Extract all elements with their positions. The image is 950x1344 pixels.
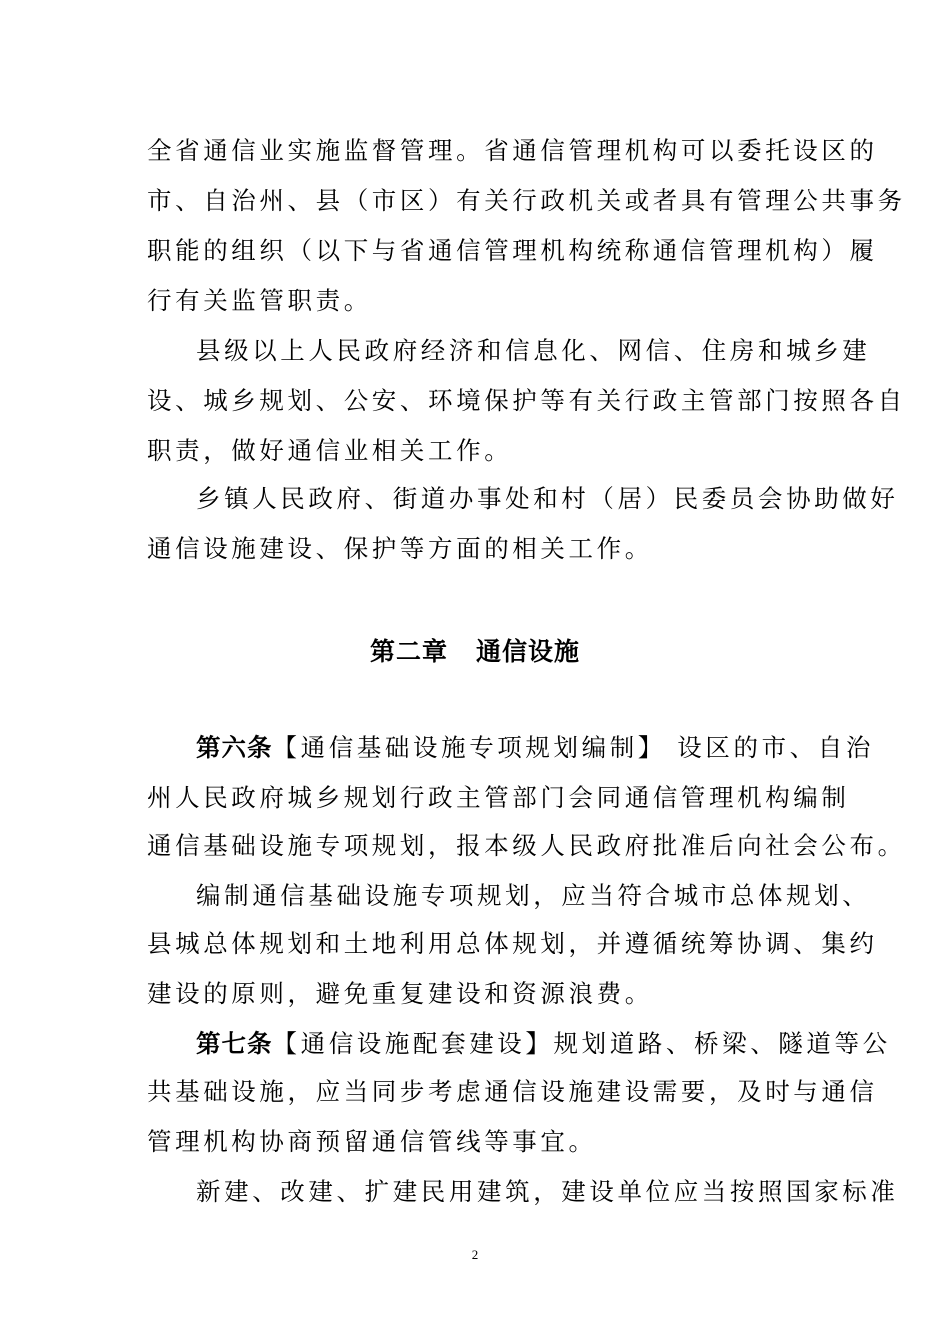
article-6-first-line: [196, 732, 874, 764]
article-7-heading-text: 【通信设施配套建设】规划道路、桥梁、隧道等公: [272, 1029, 891, 1058]
body-line: 设、城乡规划、公安、环境保护等有关行政主管部门按照各自: [147, 386, 906, 415]
body-line: 通信设施建设、保护等方面的相关工作。: [147, 534, 653, 563]
body-line: 县城总体规划和土地利用总体规划，并遵循统筹协调、集约: [147, 929, 878, 958]
chapter-title: 通信设施: [476, 637, 581, 666]
body-line: 乡镇人民政府、街道办事处和村（居）民委员会协助做好: [196, 484, 899, 513]
page-number: 2: [471, 1247, 479, 1262]
body-line: 行有关监管职责。: [147, 286, 372, 315]
article-6-heading-text: 【通信基础设施专项规划编制】 设区的市、自治: [272, 733, 874, 762]
body-line: 通信基础设施专项规划，报本级人民政府批准后向社会公布。: [147, 831, 906, 860]
body-line: 新建、改建、扩建民用建筑，建设单位应当按照国家标准: [196, 1177, 899, 1206]
article-7-label: 第七条: [196, 1029, 273, 1058]
body-line: 建设的原则，避免重复建设和资源浪费。: [147, 979, 653, 1008]
body-line: 编制通信基础设施专项规划，应当符合城市总体规划、: [196, 881, 871, 910]
body-line: 职能的组织（以下与省通信管理机构统称通信管理机构）履: [147, 236, 878, 265]
article-7-first-line: [196, 1028, 891, 1060]
body-line: 州人民政府城乡规划行政主管部门会同通信管理机构编制: [147, 783, 850, 812]
article-6-label: 第六条: [196, 733, 273, 762]
chapter-number: 第二章: [369, 637, 448, 666]
body-line: 职责，做好通信业相关工作。: [147, 436, 513, 465]
body-line: 县级以上人民政府经济和信息化、网信、住房和城乡建: [196, 336, 871, 365]
chapter-heading: [0, 632, 950, 668]
body-line: 全省通信业实施监督管理。省通信管理机构可以委托设区的: [147, 136, 878, 165]
body-line: 市、自治州、县（市区）有关行政机关或者具有管理公共事务: [147, 186, 906, 215]
body-line: 共基础设施，应当同步考虑通信设施建设需要，及时与通信: [147, 1077, 878, 1106]
body-line: 管理机构协商预留通信管线等事宜。: [147, 1127, 597, 1156]
